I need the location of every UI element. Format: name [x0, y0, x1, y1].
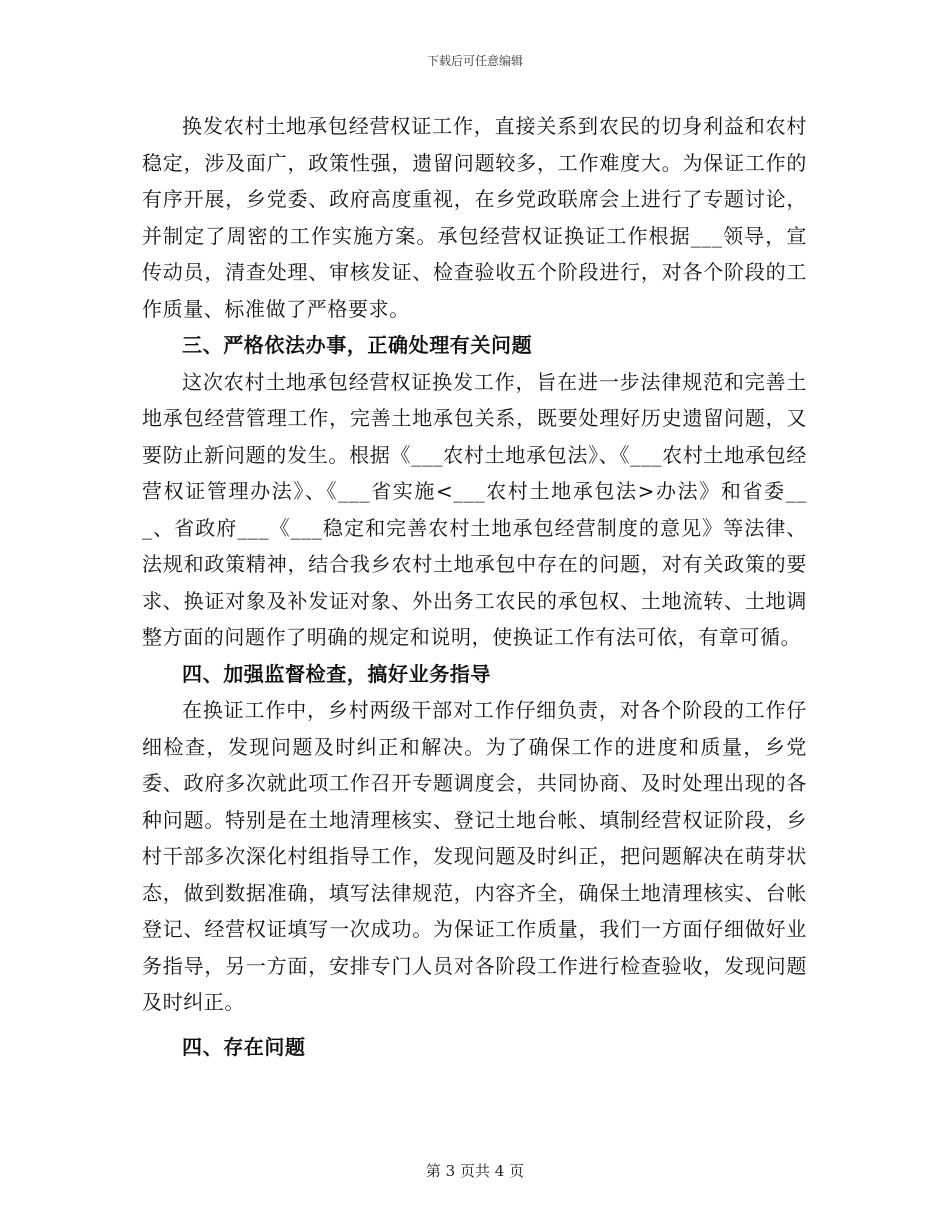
document-body [142, 108, 807, 1065]
section-heading-problems: 四、存在问题 [182, 1034, 306, 1059]
paragraph-work-process: 换发农村土地承包经营权证工作，直接关系到农民的切身利益和农村稳定，涉及面广，政策性强，遗留问题较多，工作难度大。为保证工作的有序开展，乡党委、政府高度重视，在乡党政联席会上进行了专题讨论，并制定了周密的工作实施方案。承包经营权证换证工作根据___领导，宣传动员，清查处理、审核发证、检查验收五个阶段进行，对各个阶段的工作质量、标准做了严格要求。 [142, 114, 807, 321]
paragraph-legal-basis: 这次农村土地承包经营权证换发工作，旨在进一步法律规范和完善土地承包经营管理工作，完善土地承包关系，既要处理好历史遗留问题，又要防止新问题的发生。根据《___农村土地承包法》、《___农村土地承包经营权证管理办法》、《___省实施<___农村土地承包法>办法》和省委___、省政府___《___稳定和完善农村土地承包经营制度的意见》等法律、法规和政策精神，结合我乡农村土地承包中存在的问题，对有关政策的要求、换证对象及补发证对象、外出务工农民的承包权、土地流转、土地调整方面的问题作了明确的规定和说明，使换证工作有法可依，有章可循。 [142, 369, 807, 649]
paragraph-supervision: 在换证工作中，乡村两级干部对工作仔细负责，对各个阶段的工作仔细检查，发现问题及时纠正和解决。为了确保工作的进度和质量，乡党委、政府多次就此项工作召开专题调度会，共同协商、及时处理出现的各种问题。特别是在土地清理核实、登记土地台帐、填制经营权证阶段，乡村干部多次深化村组指导工作，发现问题及时纠正，把问题解决在萌芽状态，做到数据准确，填写法律规范，内容齐全，确保土地清理核实、台帐登记、经营权证填写一次成功。为保证工作质量，我们一方面仔细做好业务指导，另一方面，安排专门人员对各阶段工作进行检查验收，发现问题及时纠正。 [142, 698, 807, 1014]
section-heading-3: 三、严格依法办事，正确处理有关问题 [182, 333, 533, 357]
section-heading-4: 四、加强监督检查，搞好业务指导 [182, 661, 491, 686]
page-footer: 第 3 页共 4 页 [425, 1162, 525, 1180]
page-header: 下载后可任意编辑 [426, 54, 523, 68]
